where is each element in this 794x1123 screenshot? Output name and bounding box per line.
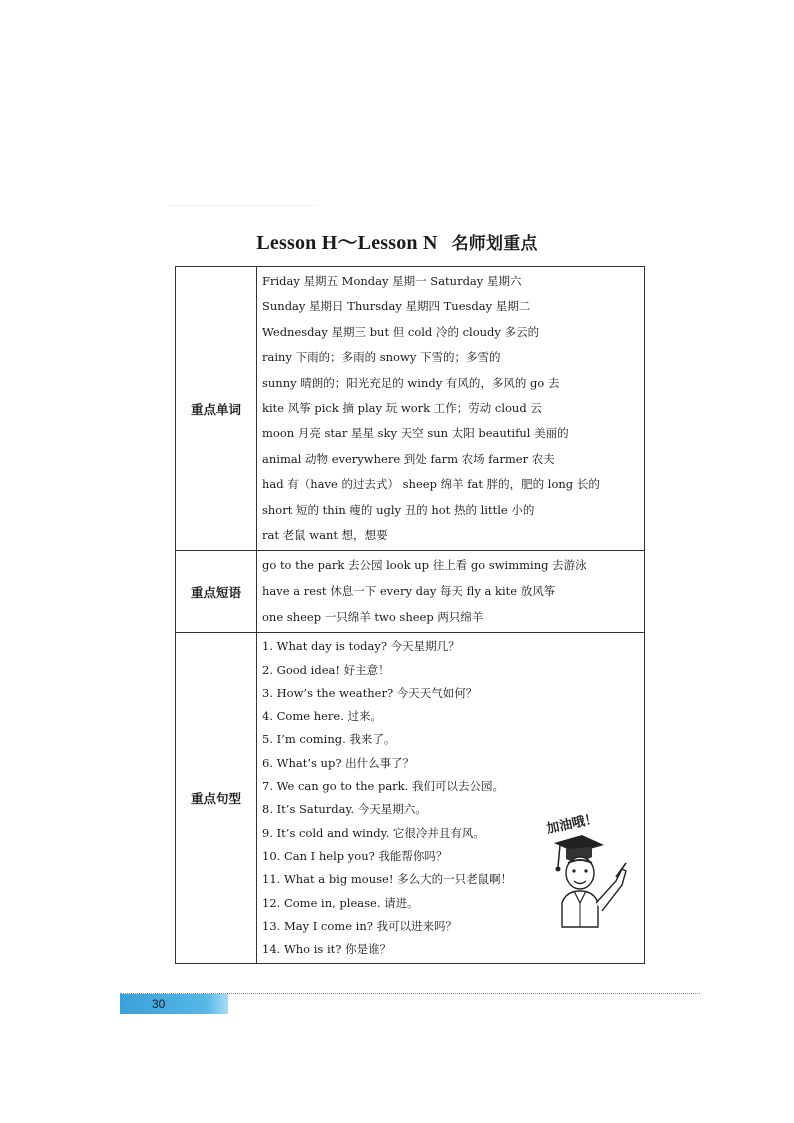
phrase-line: have a rest 休息一下 every day 每天 fly a kite 放风筝 [262, 584, 556, 599]
word-line: sunny 晴朗的；阳光充足的 windy 有风的，多风的 go 去 [262, 375, 560, 390]
word-line: Sunday 星期日 Thursday 星期四 Tuesday 星期二 [262, 299, 531, 314]
sentence-line: 2. Good idea! 好主意！ [262, 662, 390, 677]
word-line: moon 月亮 star 星星 sky 天空 sun 太阳 beautiful 美丽的 [262, 426, 569, 441]
page-number-tab [120, 994, 228, 1014]
page-title [0, 226, 794, 255]
words-content [257, 267, 645, 551]
sentences-list [262, 635, 640, 961]
phrases-content [257, 551, 645, 633]
phrase-line: one sheep 一只绵羊 two sheep 两只绵羊 [262, 609, 484, 624]
words-label: 重点单词 [176, 267, 257, 551]
page-number: 30 [152, 997, 166, 1011]
word-line: Wednesday 星期三 but 但 cold 冷的 cloudy 多云的 [262, 324, 540, 339]
faint-rule [168, 205, 318, 206]
phrase-line: go to the park 去公园 look up 往上看 go swimming 去游泳 [262, 558, 587, 573]
sentences-content [257, 633, 645, 964]
words-row [176, 267, 645, 551]
sentence-line: 11. What a big mouse! 多么大的一只老鼠啊！ [262, 872, 513, 887]
word-line: rainy 下雨的；多雨的 snowy 下雪的；多雪的 [262, 350, 501, 365]
sentence-line: 13. May I come in? 我可以进来吗？ [262, 918, 458, 933]
sentence-line: 6. What’s up? 出什么事了？ [262, 755, 415, 770]
sentence-line: 9. It’s cold and windy. 它很冷并且有风。 [262, 825, 485, 840]
sentence-line: 10. Can I help you? 我能帮你吗？ [262, 848, 448, 863]
word-line: rat 老鼠 want 想，想要 [262, 528, 388, 543]
title-cn: 名师划重点 [451, 234, 538, 254]
phrases-label: 重点短语 [176, 551, 257, 633]
graduate-mascot-illustration [536, 807, 632, 929]
sentence-line: 12. Come in, please. 请进。 [262, 895, 419, 910]
sentence-line: 8. It’s Saturday. 今天星期六。 [262, 802, 427, 817]
sentence-line: 7. We can go to the park. 我们可以去公园。 [262, 779, 504, 794]
mascot-text: 加油哦！ [545, 811, 600, 838]
sentences-label: 重点句型 [176, 633, 257, 964]
sentence-line: 5. I’m coming. 我来了。 [262, 732, 396, 747]
phrases-row [176, 551, 645, 633]
word-line: animal 动物 everywhere 到处 farm 农场 farmer 农夫 [262, 451, 555, 466]
word-line: kite 风筝 pick 摘 play 玩 work 工作；劳动 cloud 云 [262, 401, 542, 416]
sentence-line: 1. What day is today? 今天星期几？ [262, 639, 460, 654]
sentence-line: 3. How’s the weather? 今天天气如何？ [262, 685, 478, 700]
mascot-arm [596, 869, 626, 911]
title-main: Lesson H～Lesson N [256, 232, 438, 254]
sentences-row [176, 633, 645, 964]
sentence-line: 4. Come here. 过来。 [262, 709, 383, 724]
key-points-table [175, 266, 645, 964]
word-line: Friday 星期五 Monday 星期一 Saturday 星期六 [262, 274, 522, 288]
sentence-line: 14. Who is it? 你是谁？ [262, 942, 392, 957]
word-line: had 有（have 的过去式） sheep 绵羊 fat 胖的，肥的 long 长的 [262, 477, 600, 492]
word-line: short 短的 thin 瘦的 ugly 丑的 hot 热的 little 小的 [262, 502, 535, 517]
